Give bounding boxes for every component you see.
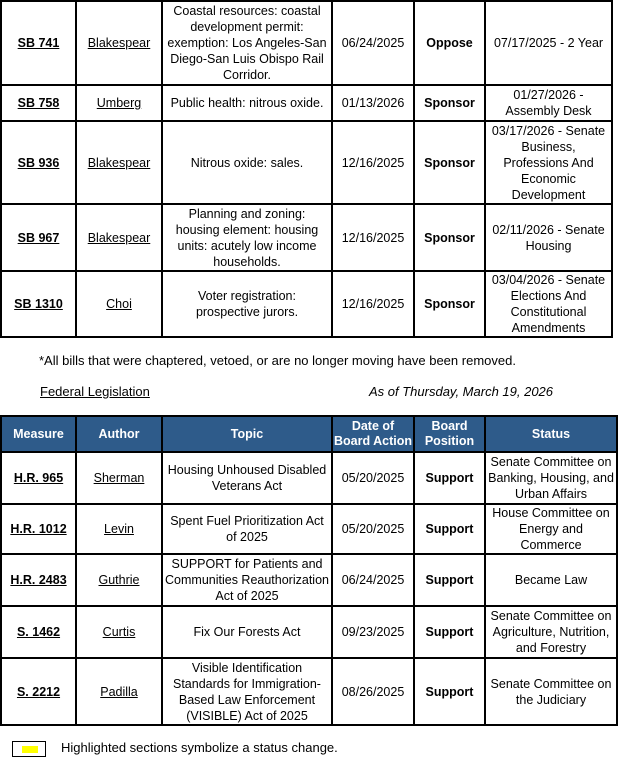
measure-link[interactable]: SB 967 [1,204,76,271]
legend-text: Highlighted sections symbolize a status change. [61,740,338,755]
table-row [1,85,612,121]
status-cell: 02/11/2026 - Senate Housing [485,204,612,271]
table-row [1,271,612,337]
measure-link[interactable]: H.R. 2483 [1,554,76,606]
status-cell: 03/04/2026 - Senate Elections And Constitutional Amendments [485,271,612,337]
measure-link[interactable]: SB 1310 [1,271,76,337]
topic-cell: Voter registration: prospective jurors. [162,271,332,337]
position-cell: Support [414,452,485,504]
header-position: Board Position [414,416,485,452]
status-cell: Senate Committee on the Judiciary [485,658,617,725]
date-cell: 08/26/2025 [332,658,414,725]
date-cell: 06/24/2025 [332,1,414,85]
table-row [1,452,617,504]
position-cell: Support [414,658,485,725]
table-row [1,204,612,271]
table-row [1,606,617,658]
date-cell: 09/23/2025 [332,606,414,658]
measure-link[interactable]: S. 1462 [1,606,76,658]
topic-cell: Visible Identification Standards for Immigration-Based Law Enforcement (VISIBLE) Act of 2025 [162,658,332,725]
table-row [1,1,612,85]
position-cell: Support [414,504,485,554]
status-cell: 07/17/2025 - 2 Year [485,1,612,85]
measure-link[interactable]: SB 741 [1,1,76,85]
state-bills-table [0,0,613,338]
author-link[interactable]: Levin [76,504,162,554]
author-link[interactable]: Choi [76,271,162,337]
federal-bills-table [0,415,618,726]
date-cell: 05/20/2025 [332,504,414,554]
author-link[interactable]: Padilla [76,658,162,725]
status-cell: Became Law [485,554,617,606]
table-row [1,658,617,725]
topic-cell: Planning and zoning: housing element: housing units: acutely low income households. [162,204,332,271]
status-cell: Senate Committee on Agriculture, Nutrition, and Forestry [485,606,617,658]
topic-cell: Public health: nitrous oxide. [162,85,332,121]
position-cell: Sponsor [414,121,485,204]
measure-link[interactable]: H.R. 1012 [1,504,76,554]
topic-cell: Spent Fuel Prioritization Act of 2025 [162,504,332,554]
table-row [1,121,612,204]
measure-link[interactable]: SB 758 [1,85,76,121]
author-link[interactable]: Curtis [76,606,162,658]
as-of-date: As of Thursday, March 19, 2026 [369,384,554,399]
status-cell: Senate Committee on Banking, Housing, and Urban Affairs [485,452,617,504]
author-link[interactable]: Blakespear [76,204,162,271]
status-cell: House Committee on Energy and Commerce [485,504,617,554]
status-cell: 03/17/2026 - Senate Business, Professions And Economic Development [485,121,612,204]
date-cell: 05/20/2025 [332,452,414,504]
measure-link[interactable]: SB 936 [1,121,76,204]
topic-cell: Fix Our Forests Act [162,606,332,658]
measure-link[interactable]: S. 2212 [1,658,76,725]
topic-cell: SUPPORT for Patients and Communities Reauthorization Act of 2025 [162,554,332,606]
position-cell: Oppose [414,1,485,85]
date-cell: 12/16/2025 [332,204,414,271]
date-cell: 01/13/2026 [332,85,414,121]
highlight-swatch [22,746,38,753]
status-cell: 01/27/2026 - Assembly Desk [485,85,612,121]
author-link[interactable]: Sherman [76,452,162,504]
header-date: Date of Board Action [332,416,414,452]
date-cell: 12/16/2025 [332,121,414,204]
position-cell: Support [414,554,485,606]
measure-link[interactable]: H.R. 965 [1,452,76,504]
removed-bills-footnote: *All bills that were chaptered, vetoed, or are no longer moving have been removed. [39,353,516,368]
header-row [1,416,617,452]
date-cell: 06/24/2025 [332,554,414,606]
header-author: Author [76,416,162,452]
header-status: Status [485,416,617,452]
date-cell: 12/16/2025 [332,271,414,337]
topic-cell: Nitrous oxide: sales. [162,121,332,204]
table-row [1,554,617,606]
position-cell: Sponsor [414,85,485,121]
author-link[interactable]: Blakespear [76,121,162,204]
position-cell: Sponsor [414,204,485,271]
topic-cell: Housing Unhoused Disabled Veterans Act [162,452,332,504]
highlight-legend-box [12,741,46,757]
author-link[interactable]: Guthrie [76,554,162,606]
header-topic: Topic [162,416,332,452]
position-cell: Sponsor [414,271,485,337]
table-row [1,504,617,554]
federal-legislation-title: Federal Legislation [40,384,150,399]
header-measure: Measure [1,416,76,452]
topic-cell: Coastal resources: coastal development permit: exemption: Los Angeles-San Diego-San Luis Obispo Rail Corridor. [162,1,332,85]
author-link[interactable]: Umberg [76,85,162,121]
author-link[interactable]: Blakespear [76,1,162,85]
position-cell: Support [414,606,485,658]
